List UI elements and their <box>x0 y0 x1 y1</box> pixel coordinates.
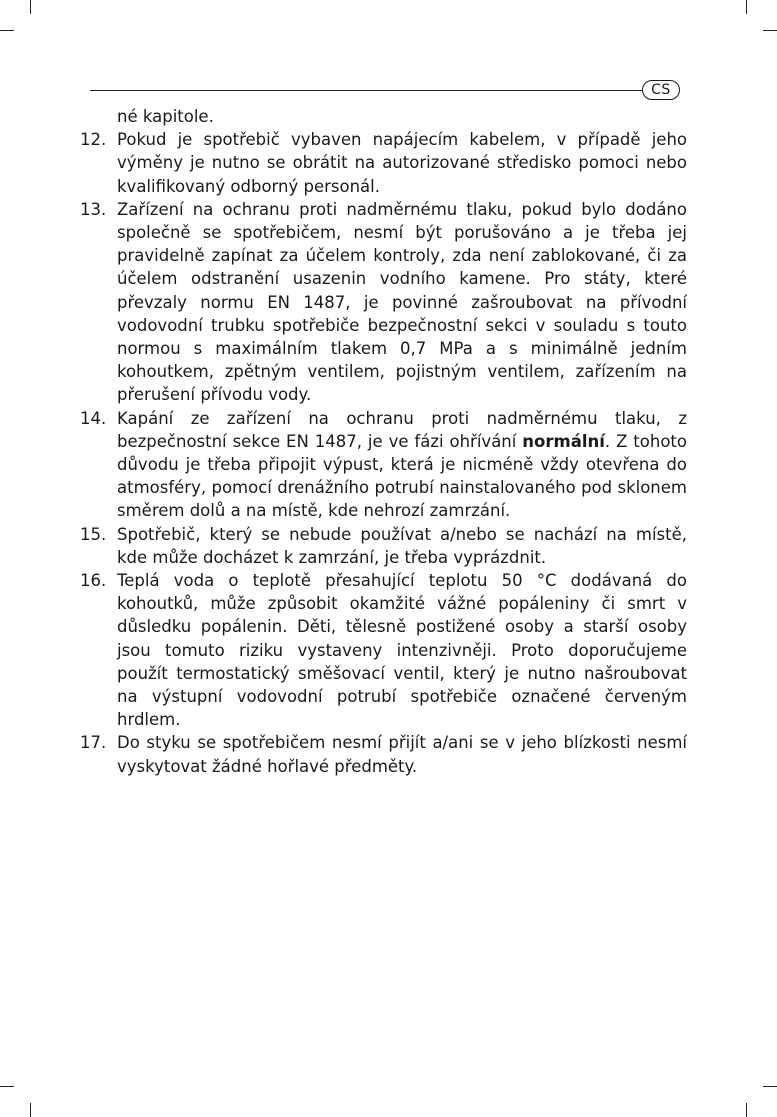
item-number: 17. <box>80 733 107 753</box>
item-text: Pokud je spotřebič vybaven napájecím kabelem, v případě jeho výměny je nutno se obrátit na autorizované středisko pomoci nebo kvalifikovaný odborný personál. <box>117 130 687 196</box>
list-item-12 <box>80 128 687 198</box>
list-item-15 <box>80 523 687 569</box>
header-rule <box>90 90 642 91</box>
item-number: 15. <box>80 524 107 544</box>
item-text: Spotřebič, který se nebude používat a/nebo se nachází na místě, kde může docházet k zamrzání, je třeba vyprázdnit. <box>117 524 687 567</box>
item-text: Zařízení na ochranu proti nadměrnému tlaku, pokud bylo dodáno společně se spotřebičem, nesmí být porušováno a je třeba jej pravidelně zapínat za účelem kontroly, zda není zablokované, či za účelem odstranění usazenin vodního kamene. Pro státy, které převzaly normu EN 1487, je povinné zašroubovat na přívodní vodovodní trubku spotřebiče bezpečnostní sekci v souladu s touto normou s maximálním tlakem 0,7 MPa a s minimálně jedním kohoutkem, zpětným ventilem, pojistným ventilem, zařízením na přerušení přívodu vody. <box>117 199 687 405</box>
crop-mark-bottom-right-h <box>763 1086 777 1087</box>
item-number: 13. <box>80 199 107 219</box>
language-badge: CS <box>642 80 680 100</box>
item-text-before: Kapání ze zařízení na ochranu proti nadměrnému tlaku, z bezpečnostní sekce EN 1487, je ve fázi ohřívání <box>117 408 687 451</box>
item-number: 16. <box>80 571 107 591</box>
crop-mark-bottom-left-h <box>0 1086 14 1087</box>
list-item-13 <box>80 198 687 407</box>
crop-mark-bottom-right <box>746 1103 747 1117</box>
list-item-16 <box>80 569 687 731</box>
instructions-text <box>80 105 687 778</box>
item-number: 14. <box>80 408 107 428</box>
item-text: Do styku se spotřebičem nesmí přijít a/ani se v jeho blízkosti nesmí vyskytovat žádné hořlavé předměty. <box>117 733 687 776</box>
crop-mark-top-left <box>30 0 31 14</box>
crop-mark-top-right <box>746 0 747 14</box>
item-text-after: . Z tohoto důvodu je třeba připojit výpust, která je nicméně vždy otevřena do atmosféry, pomocí drenážního potrubí nainstalovaného pod sklonem směrem dolů a na místě, kde nehrozí zamrzání. <box>117 431 687 521</box>
item-text: Teplá voda o teplotě přesahující teplotu 50 °C dodávaná do kohoutků, může způsobit okamžité vážné popáleniny či smrt v důsledku popálenin. Děti, tělesně postižené osoby a starší osoby jsou tomuto riziku vystaveny intenzivněji. Proto doporučujeme použít termostatický směšovací ventil, který je nutno našroubovat na výstupní vodovodní potrubí spotřebiče označené červeným hrdlem. <box>117 571 687 730</box>
crop-mark-bottom-left <box>30 1103 31 1117</box>
crop-mark-top-right-h <box>763 30 777 31</box>
continuation-text: né kapitole. <box>117 107 214 126</box>
item-number: 12. <box>80 130 107 150</box>
item-text-bold: normální <box>522 431 605 451</box>
crop-mark-top-left-h <box>0 30 14 31</box>
list-item-17 <box>80 731 687 777</box>
list-item-14 <box>80 407 687 523</box>
item-text <box>117 409 687 521</box>
